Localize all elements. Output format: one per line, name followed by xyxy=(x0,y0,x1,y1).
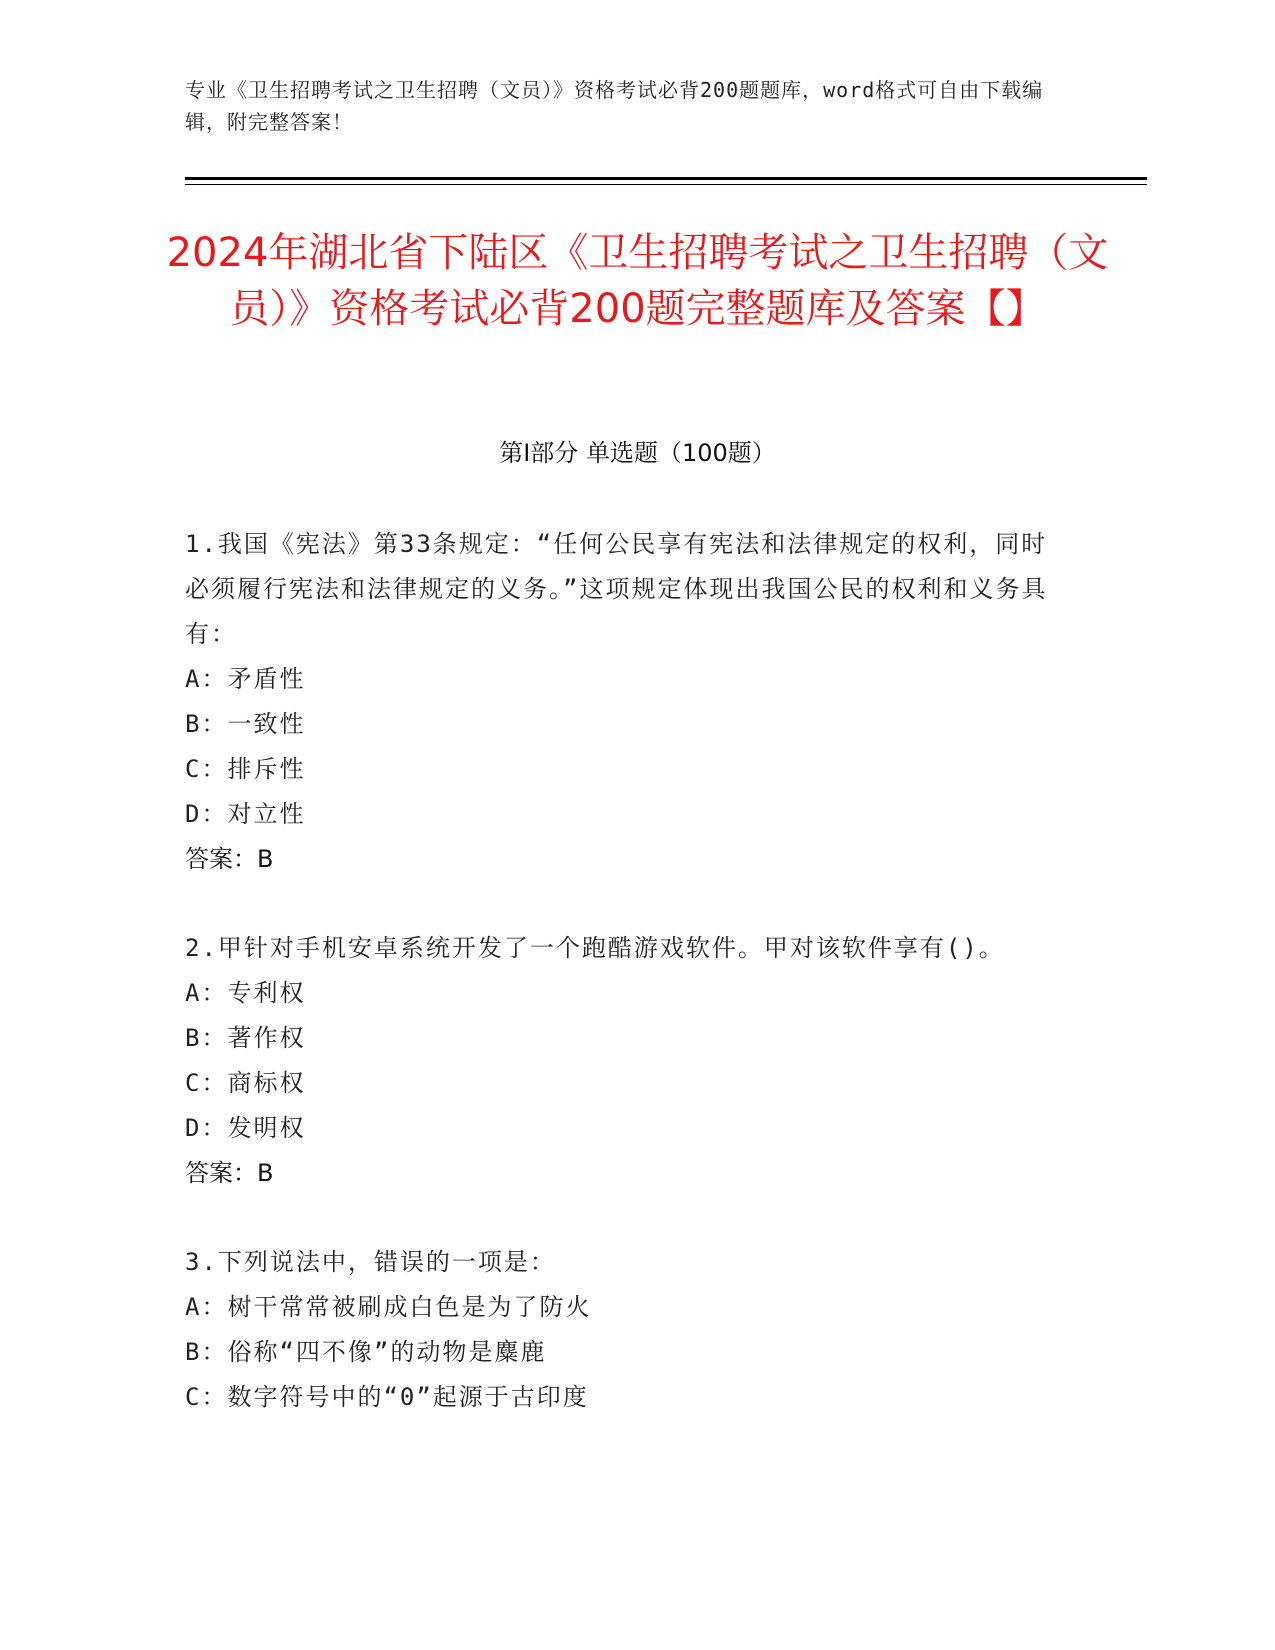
option-a: A：矛盾性 xyxy=(185,665,306,693)
question-stem: 1.我国《宪法》第33条规定：“任何公民享有宪法和法律规定的权利，同时必须履行宪法和法律规定的义务。”这项规定体现出我国公民的权利和义务具有： xyxy=(185,530,1048,648)
option-d: D：对立性 xyxy=(185,800,306,828)
answer: 答案：B xyxy=(185,1159,274,1187)
question-list xyxy=(185,522,1065,1464)
header-note: 专业《卫生招聘考试之卫生招聘（文员）》资格考试必背200题题库，word格式可自由下载编辑，附完整答案！ xyxy=(185,78,1044,134)
answer: 答案：B xyxy=(185,845,274,873)
header-rule-thin xyxy=(185,184,1147,185)
section-heading: 第I部分 单选题（100题） xyxy=(499,439,776,467)
option-b: B：俗称“四不像”的动物是麋鹿 xyxy=(185,1338,547,1366)
question-stem: 2.甲针对手机安卓系统开发了一个跑酷游戏软件。甲对该软件享有()。 xyxy=(185,934,1005,962)
option-d: D：发明权 xyxy=(185,1114,306,1142)
option-b: B：一致性 xyxy=(185,710,306,738)
question-2 xyxy=(185,926,1065,1196)
option-c: C：商标权 xyxy=(185,1069,306,1097)
option-a: A：专利权 xyxy=(185,979,306,1007)
option-c: C：数字符号中的“0”起源于古印度 xyxy=(185,1383,589,1411)
question-stem: 3.下列说法中，错误的一项是： xyxy=(185,1248,556,1276)
header-rule-thick xyxy=(185,177,1147,180)
question-1 xyxy=(185,522,1065,882)
document-title: 2024年湖北省下陆区《卫生招聘考试之卫生招聘（文员）》资格考试必背200题完整题库及答案【】 xyxy=(166,230,1109,332)
question-3 xyxy=(185,1240,1065,1420)
option-c: C：排斥性 xyxy=(185,755,306,783)
option-b: B：著作权 xyxy=(185,1024,306,1052)
option-a: A：树干常常被刷成白色是为了防火 xyxy=(185,1293,592,1321)
